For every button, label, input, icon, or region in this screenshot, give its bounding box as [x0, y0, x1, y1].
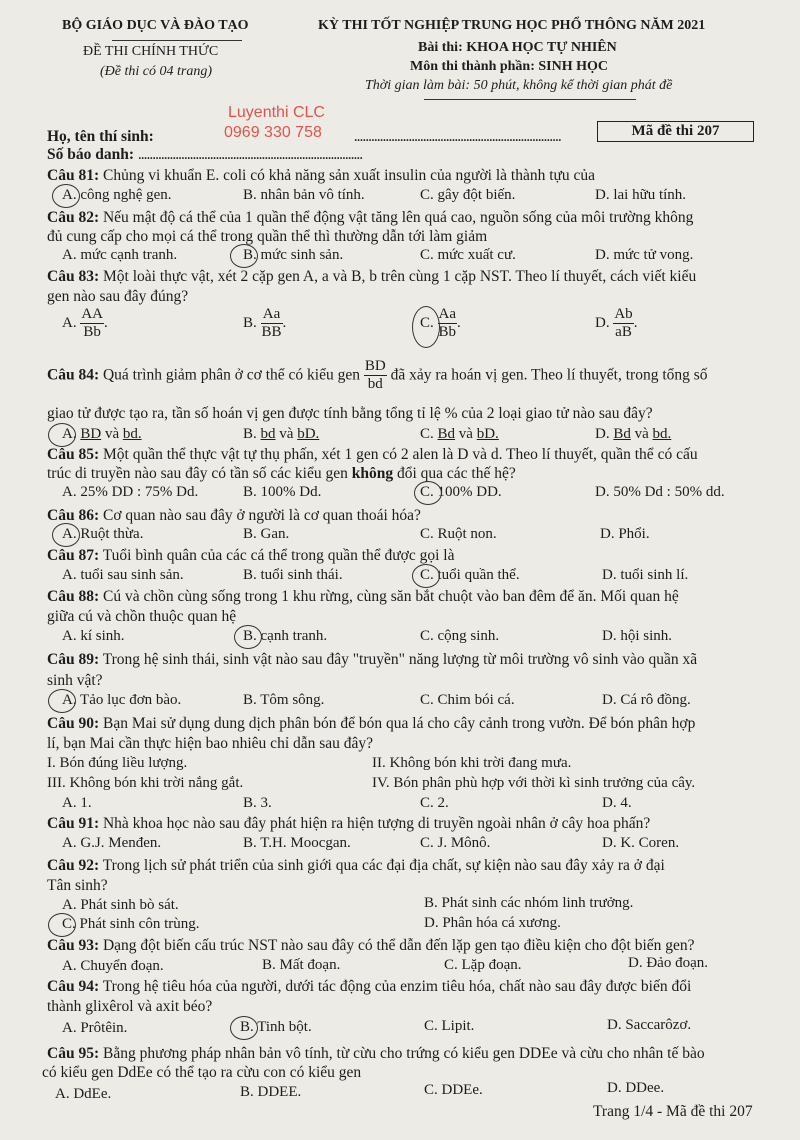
- q86-text: Cơ quan nào sau đây ở người là cơ quan thoái hóa?: [102, 507, 421, 524]
- answer-mark-q86: [52, 523, 80, 547]
- q93-option-a[interactable]: A. Chuyển đoạn.: [62, 958, 164, 974]
- q84-option-c[interactable]: C. Bd và bD.: [420, 426, 499, 442]
- q82-text: Nếu mật độ cá thể của 1 quần thể động vật tăng lên quá cao, nguồn sống của môi trường không: [102, 209, 694, 226]
- q89-option-c[interactable]: C. Chim bói cá.: [420, 692, 515, 708]
- question-94: [47, 978, 691, 996]
- q89-option-a[interactable]: A. Tảo lục đơn bào.: [62, 692, 182, 708]
- q81-label: Câu 81:: [47, 167, 100, 184]
- q95-text-line2: có kiểu gen DdEe có thể tạo ra cừu con có kiểu gen: [42, 1064, 362, 1081]
- q90-statement-2: II. Không bón khi trời đang mưa.: [372, 755, 572, 771]
- q91-label: Câu 91:: [47, 815, 100, 832]
- q95-option-b[interactable]: B. DDEE.: [240, 1084, 302, 1100]
- answer-mark-q84: [48, 423, 76, 447]
- q85-text-line2: trúc di truyền nào sau đây có tần số các kiểu gen không đổi qua các thế hệ?: [47, 465, 516, 482]
- q95-option-c[interactable]: C. DDEe.: [424, 1082, 483, 1098]
- q82-option-b[interactable]: B. mức sinh sản.: [243, 247, 344, 263]
- header-divider-left: [112, 40, 242, 41]
- q87-option-d[interactable]: D. tuổi sinh lí.: [602, 567, 689, 583]
- q86-label: Câu 86:: [47, 507, 100, 524]
- q90-statement-1: I. Bón đúng liều lượng.: [47, 755, 188, 771]
- q86-option-c[interactable]: C. Ruột non.: [420, 526, 497, 542]
- q86-option-a[interactable]: A. Ruột thừa.: [62, 526, 144, 542]
- page-footer: Trang 1/4 - Mã đề thi 207: [593, 1103, 753, 1120]
- q90-statement-3: III. Không bón khi trời nắng gắt.: [47, 775, 244, 791]
- q88-option-d[interactable]: D. hội sinh.: [602, 628, 673, 644]
- q91-option-a[interactable]: A. G.J. Menđen.: [62, 835, 162, 851]
- q93-option-c[interactable]: C. Lặp đoạn.: [444, 957, 522, 973]
- q90-statement-4: IV. Bón phân phù hợp với thời kì sinh trưởng của cây.: [372, 775, 696, 791]
- q83-label: Câu 83:: [47, 268, 100, 285]
- q81-text: Chủng vi khuẩn E. coli có khả năng sản xuất insulin của người là thành tựu của: [102, 167, 596, 184]
- exam-component: Môn thi thành phần: SINH HỌC: [410, 59, 609, 74]
- q88-text: Cú và chồn cùng sống trong 1 khu rừng, cùng săn bắt chuột vào ban đêm để ăn. Mối quan hệ: [102, 588, 679, 605]
- q83-text-line2: gen nào sau đây đúng?: [47, 288, 189, 305]
- q81-option-d[interactable]: D. lai hữu tính.: [595, 187, 687, 203]
- answer-mark-q88: [234, 625, 262, 649]
- q94-option-b[interactable]: B. Tinh bột.: [240, 1019, 312, 1035]
- q81-option-b[interactable]: B. nhân bản vô tính.: [243, 187, 365, 203]
- candidate-id-row: [47, 146, 362, 164]
- q87-label: Câu 87:: [47, 547, 100, 564]
- q84-genotype-den: bd: [367, 376, 383, 393]
- header-divider-right: [424, 99, 636, 100]
- candidate-id-label: Số báo danh:: [47, 146, 135, 163]
- q90-text: Bạn Mai sử dụng dung dịch phân bón để bón qua lá cho cây cảnh trong vườn. Để bón phân hợp: [102, 715, 696, 732]
- q83-b-den: BB: [261, 324, 282, 341]
- q90-option-c[interactable]: C. 2.: [420, 795, 449, 811]
- q83-option-c[interactable]: C. $\frac{Aa}{Bb}$ .: [420, 306, 461, 341]
- q82-label: Câu 82:: [47, 209, 100, 226]
- q81-option-a[interactable]: A. công nghệ gen.: [62, 187, 172, 203]
- candidate-name-label: Họ, tên thí sinh:: [47, 128, 154, 145]
- candidate-id-dots: ..............................................................................: [137, 146, 363, 163]
- q88-option-b[interactable]: B. cạnh tranh.: [243, 628, 328, 644]
- q89-label: Câu 89:: [47, 651, 100, 668]
- q83-c-letter: C.: [420, 315, 434, 332]
- q82-option-d[interactable]: D. mức tử vong.: [595, 247, 694, 263]
- q84-option-a[interactable]: A. BD và bd.: [62, 426, 142, 442]
- answer-mark-q83: [412, 306, 440, 348]
- q84-text-post: đã xảy ra hoán vị gen. Theo lí thuyết, trong tổng số: [390, 366, 708, 384]
- q94-label: Câu 94:: [47, 978, 100, 995]
- q91-option-d[interactable]: D. K. Coren.: [602, 835, 680, 851]
- question-85: [47, 446, 698, 464]
- question-90: [47, 715, 695, 733]
- q89-text-line2: sinh vật?: [47, 672, 103, 689]
- q86-option-d[interactable]: D. Phổi.: [600, 526, 650, 542]
- q85-text: Một quần thể thực vật tự thụ phấn, xét 1 gen có 2 alen là D và d. Theo lí thuyết, quần thể có cấu: [102, 446, 698, 463]
- q82-option-a[interactable]: A. mức cạnh tranh.: [62, 247, 178, 263]
- q83-b-num: Aa: [261, 306, 283, 324]
- question-81: [47, 167, 595, 185]
- q87-option-c[interactable]: C. tuổi quần thể.: [420, 567, 520, 583]
- q94-text-line2: thành glixêrol và axit béo?: [47, 998, 213, 1015]
- q83-a-num: AA: [80, 306, 104, 324]
- q83-option-a[interactable]: A. $\frac{AA}{Bb}$ .: [62, 306, 108, 341]
- q91-option-c[interactable]: C. J. Mônô.: [420, 835, 491, 851]
- official-label: ĐỀ THI CHÍNH THỨC: [83, 44, 219, 59]
- q95-option-a[interactable]: A. DdEe.: [55, 1086, 112, 1102]
- q84-text: Quá trình giảm phân ở cơ thể có kiểu gen: [102, 366, 360, 384]
- answer-mark-q82: [230, 244, 258, 268]
- q90-option-a[interactable]: A. 1.: [62, 795, 92, 811]
- q84-genotype-num: BD: [364, 358, 387, 376]
- q83-c-den: Bb: [438, 324, 457, 341]
- q83-b-letter: B.: [243, 315, 257, 332]
- question-93: [47, 937, 695, 955]
- q85-option-c[interactable]: C. 100% DD.: [420, 484, 502, 500]
- q94-option-a[interactable]: A. Prôtêin.: [62, 1020, 128, 1036]
- q95-text: Bằng phương pháp nhân bản vô tính, từ cừu cho trứng có kiểu gen DDEe và cừu cho nhân tế bào: [102, 1045, 705, 1062]
- candidate-name-row: [47, 128, 561, 146]
- q83-c-num: Aa: [438, 306, 458, 324]
- q90-text-line2: lí, bạn Mai cần thực hiện bao nhiêu chỉ dẫn sau đây?: [47, 735, 374, 752]
- q91-option-b[interactable]: B. T.H. Moocgan.: [243, 835, 351, 851]
- q92-text: Trong lịch sử phát triển của sinh giới qua các đại địa chất, sự kiện nào sau đây xảy ra ở đại: [102, 857, 665, 874]
- q92-option-b[interactable]: B. Phát sinh các nhóm linh trưởng.: [424, 895, 634, 911]
- q85-label: Câu 85:: [47, 446, 100, 463]
- question-83: [47, 268, 696, 286]
- q90-option-b[interactable]: B. 3.: [243, 795, 272, 811]
- q85-option-a[interactable]: A. 25% DD : 75% Dd.: [62, 484, 199, 500]
- q91-text: Nhà khoa học nào sau đây phát hiện ra hiện tượng di truyền ngoài nhân ở cây hoa phấn?: [102, 815, 651, 832]
- q83-option-b[interactable]: B. $\frac{Aa}{BB}$ .: [243, 306, 287, 341]
- question-86: [47, 507, 421, 525]
- q92-option-d[interactable]: D. Phân hóa cá xương.: [424, 915, 561, 931]
- q83-d-letter: D.: [595, 315, 610, 332]
- q88-option-c[interactable]: C. cộng sinh.: [420, 628, 500, 644]
- q88-text-line2: giữa cú và chồn thuộc quan hệ: [47, 608, 237, 625]
- answer-mark-q87: [412, 564, 440, 588]
- exam-time: Thời gian làm bài: 50 phút, không kể thời gian phát đề: [365, 78, 673, 93]
- q94-option-d[interactable]: D. Saccarôzơ.: [607, 1017, 692, 1033]
- q93-text: Dạng đột biến cấu trúc NST nào sau đây có thể dẫn đến lặp gen tạo điều kiện cho đột biến gen?: [102, 937, 695, 954]
- candidate-name-dots: ........................................................................: [353, 128, 561, 145]
- q84-text-line2: giao tử được tạo ra, tần số hoán vị gen được tính bằng tổng tỉ lệ % của 2 loại giao tử nào sau đây?: [47, 405, 653, 422]
- q94-text: Trong hệ tiêu hóa của người, dưới tác động của enzim tiêu hóa, chất nào sau đây được biến đổi: [102, 978, 692, 995]
- q93-option-d[interactable]: D. Đảo đoạn.: [628, 955, 708, 971]
- q92-text-line2: Tân sinh?: [47, 877, 108, 894]
- q95-option-d[interactable]: D. DDee.: [607, 1080, 665, 1096]
- q83-option-d[interactable]: D. $\frac{Ab}{aB}$ .: [595, 306, 638, 341]
- q89-text: Trong hệ sinh thái, sinh vật nào sau đây "truyền" năng lượng từ môi trường vô sinh vào quần xã: [102, 651, 698, 668]
- q92-label: Câu 92:: [47, 857, 100, 874]
- q89-option-d[interactable]: D. Cá rô đồng.: [602, 692, 691, 708]
- answer-mark-q89: [48, 689, 76, 713]
- q92-option-c[interactable]: C. Phát sinh côn trùng.: [62, 916, 200, 932]
- q87-text: Tuổi bình quân của các cá thể trong quần thể được gọi là: [102, 547, 455, 564]
- answer-mark-q81: [52, 184, 80, 208]
- q83-a-letter: A.: [62, 315, 77, 332]
- q81-option-c[interactable]: C. gây đột biến.: [420, 187, 516, 203]
- q84-option-d[interactable]: D. Bd và bd.: [595, 426, 672, 442]
- ministry-title: BỘ GIÁO DỤC VÀ ĐÀO TẠO: [62, 18, 249, 33]
- answer-mark-q85: [414, 481, 442, 505]
- question-91: [47, 815, 650, 833]
- question-95: [47, 1045, 705, 1063]
- exam-subject: Bài thi: KHOA HỌC TỰ NHIÊN: [418, 40, 617, 55]
- question-82: [47, 209, 693, 227]
- watermark-phone: 0969 330 758: [224, 124, 322, 141]
- q93-option-b[interactable]: B. Mất đoạn.: [262, 957, 341, 973]
- q89-option-b[interactable]: B. Tôm sông.: [243, 692, 325, 708]
- q90-label: Câu 90:: [47, 715, 100, 732]
- exam-code-box: Mã đề thi 207: [597, 121, 754, 142]
- question-89: [47, 651, 697, 669]
- pages-note: (Đề thi có 04 trang): [100, 64, 212, 79]
- q88-label: Câu 88:: [47, 588, 100, 605]
- exam-title: KỲ THI TỐT NGHIỆP TRUNG HỌC PHỔ THÔNG NĂM 2021: [318, 18, 706, 33]
- answer-mark-q94: [230, 1016, 258, 1040]
- q85-option-d[interactable]: D. 50% Dd : 50% dd.: [595, 484, 725, 500]
- q90-option-d[interactable]: D. 4.: [602, 795, 632, 811]
- q83-a-den: Bb: [83, 324, 101, 341]
- q84-label: Câu 84:: [47, 366, 100, 384]
- q93-label: Câu 93:: [47, 937, 100, 954]
- q82-option-c[interactable]: C. mức xuất cư.: [420, 247, 516, 263]
- q83-text: Một loài thực vật, xét 2 cặp gen A, a và B, b trên cùng 1 cặp NST. Theo lí thuyết, cách viết kiểu: [102, 268, 697, 285]
- q83-d-num: Ab: [613, 306, 633, 324]
- q92-option-a[interactable]: A. Phát sinh bò sát.: [62, 897, 179, 913]
- q88-option-a[interactable]: A. kí sinh.: [62, 628, 125, 644]
- q86-option-b[interactable]: B. Gan.: [243, 526, 290, 542]
- question-84: [47, 358, 708, 394]
- q84-option-b[interactable]: B. bd và bD.: [243, 426, 320, 442]
- question-92: [47, 857, 665, 875]
- question-88: [47, 588, 679, 606]
- q87-option-a[interactable]: A. tuổi sau sinh sản.: [62, 567, 184, 583]
- q83-d-den: aB: [615, 324, 632, 341]
- q95-label: Câu 95:: [47, 1045, 100, 1062]
- watermark-brand: Luyenthi CLC: [228, 104, 325, 121]
- answer-mark-q92: [48, 913, 76, 937]
- q85-option-b[interactable]: B. 100% Dd.: [243, 484, 322, 500]
- q82-text-line2: đủ cung cấp cho mọi cá thể trong quần thể thì thường dẫn tới làm giảm: [47, 228, 488, 245]
- q94-option-c[interactable]: C. Lipit.: [424, 1018, 475, 1034]
- q87-option-b[interactable]: B. tuổi sinh thái.: [243, 567, 343, 583]
- question-87: [47, 547, 454, 565]
